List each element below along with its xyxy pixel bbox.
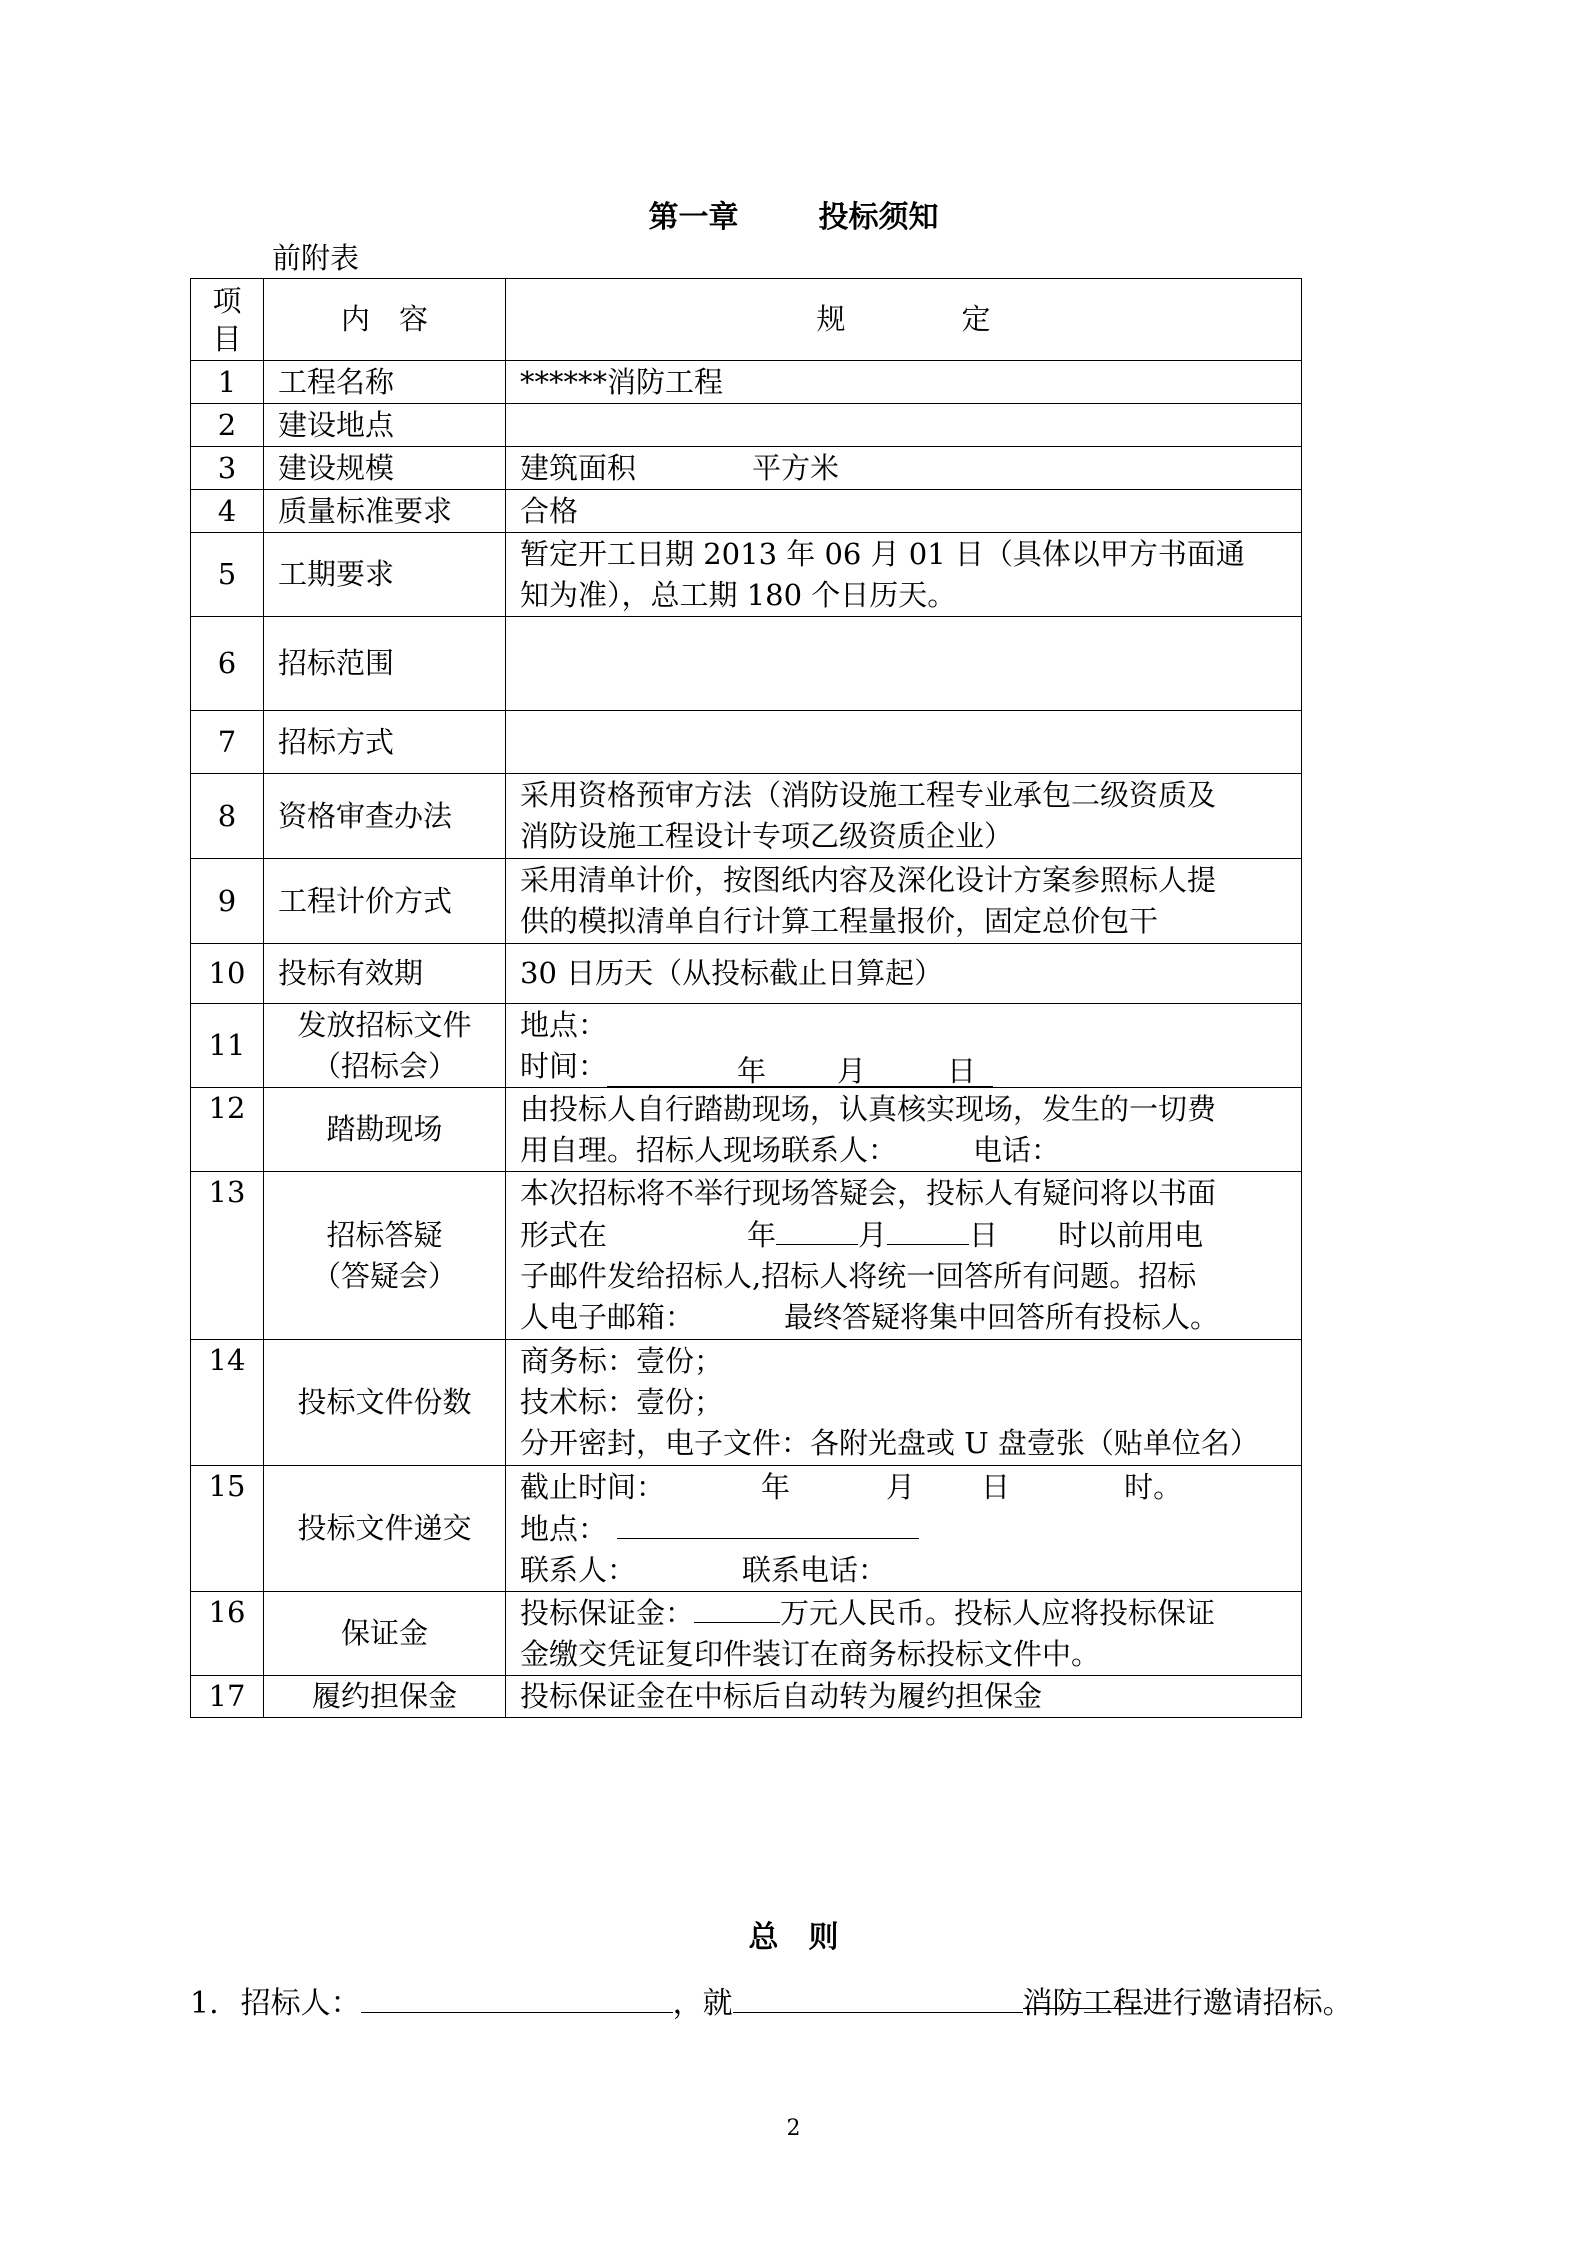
table-row: 12 踏勘现场 由投标人自行踏勘现场，认真核实现场，发生的一切费 用自理。招标人现场联系人： 电话：: [191, 1088, 1302, 1172]
table-row: 9 工程计价方式 采用清单计价，按图纸内容及深化设计方案参照标人提 供的模拟清单自行计算工程量报价，固定总价包干: [191, 859, 1302, 944]
page-number: 2: [786, 2116, 801, 2141]
table-row: 5 工期要求 暂定开工日期 2013 年 06 月 01 日（具体以甲方书面通 知为准），总工期 180 个日历天。: [191, 533, 1302, 617]
chapter-title: [0, 192, 1587, 236]
table-row: 3 建设规模 建筑面积 平方米: [191, 447, 1302, 490]
table-row: 16 保证金 投标保证金： 万元人民币。投标人应将投标保证 金缴交凭证复印件装订在商务标投标文件中。: [191, 1592, 1302, 1676]
header-item: 内 容: [264, 279, 506, 361]
clause-1: 1. 招标人： ，就 消防工程进行邀请招标。: [190, 1978, 1353, 2022]
table-row: 1 工程名称 ******消防工程: [191, 361, 1302, 404]
table-row: 4 质量标准要求 合格: [191, 490, 1302, 533]
appendix-table: [190, 278, 1302, 1718]
table-row: 13 招标答疑 （答疑会） 本次招标将不举行现场答疑会，投标人有疑问将以书面 形式在 年 月 日 时以前用电 子邮件发给招标人,招标人将统一回答所有问题。招标 人电子邮箱： 最终答疑将集中回答所有投标人。: [191, 1172, 1302, 1340]
chapter-number: 第一章: [648, 200, 739, 235]
table-row: 14 投标文件份数 商务标：壹份； 技术标：壹份； 分开密封，电子文件：各附光盘或 U 盘壹张（贴单位名）: [191, 1340, 1302, 1466]
chapter-name: 投标须知: [818, 200, 939, 235]
table-row: 8 资格审查办法 采用资格预审方法（消防设施工程专业承包二级资质及 消防设施工程设计专项乙级资质企业）: [191, 774, 1302, 859]
table-row: 11 发放招标文件 （招标会） 地点： 时间： 年 月 日: [191, 1004, 1302, 1088]
table-row: 10 投标有效期 30 日历天（从投标截止日算起）: [191, 944, 1302, 1004]
table-row: 17 履约担保金 投标保证金在中标后自动转为履约担保金: [191, 1676, 1302, 1718]
section-title: 总 则: [748, 1920, 839, 1955]
header-rule: 规 定: [506, 279, 1302, 361]
table-row: 2 建设地点: [191, 404, 1302, 447]
table-header-row: [191, 279, 1302, 361]
table-caption: 前附表: [272, 241, 360, 275]
header-no: 项 目: [191, 279, 264, 361]
table-row: 6 招标范围: [191, 617, 1302, 711]
table-row: 15 投标文件递交 截止时间： 年 月 日 时。 地点： 联系人： 联系电话：: [191, 1466, 1302, 1592]
table-row: 7 招标方式: [191, 711, 1302, 774]
